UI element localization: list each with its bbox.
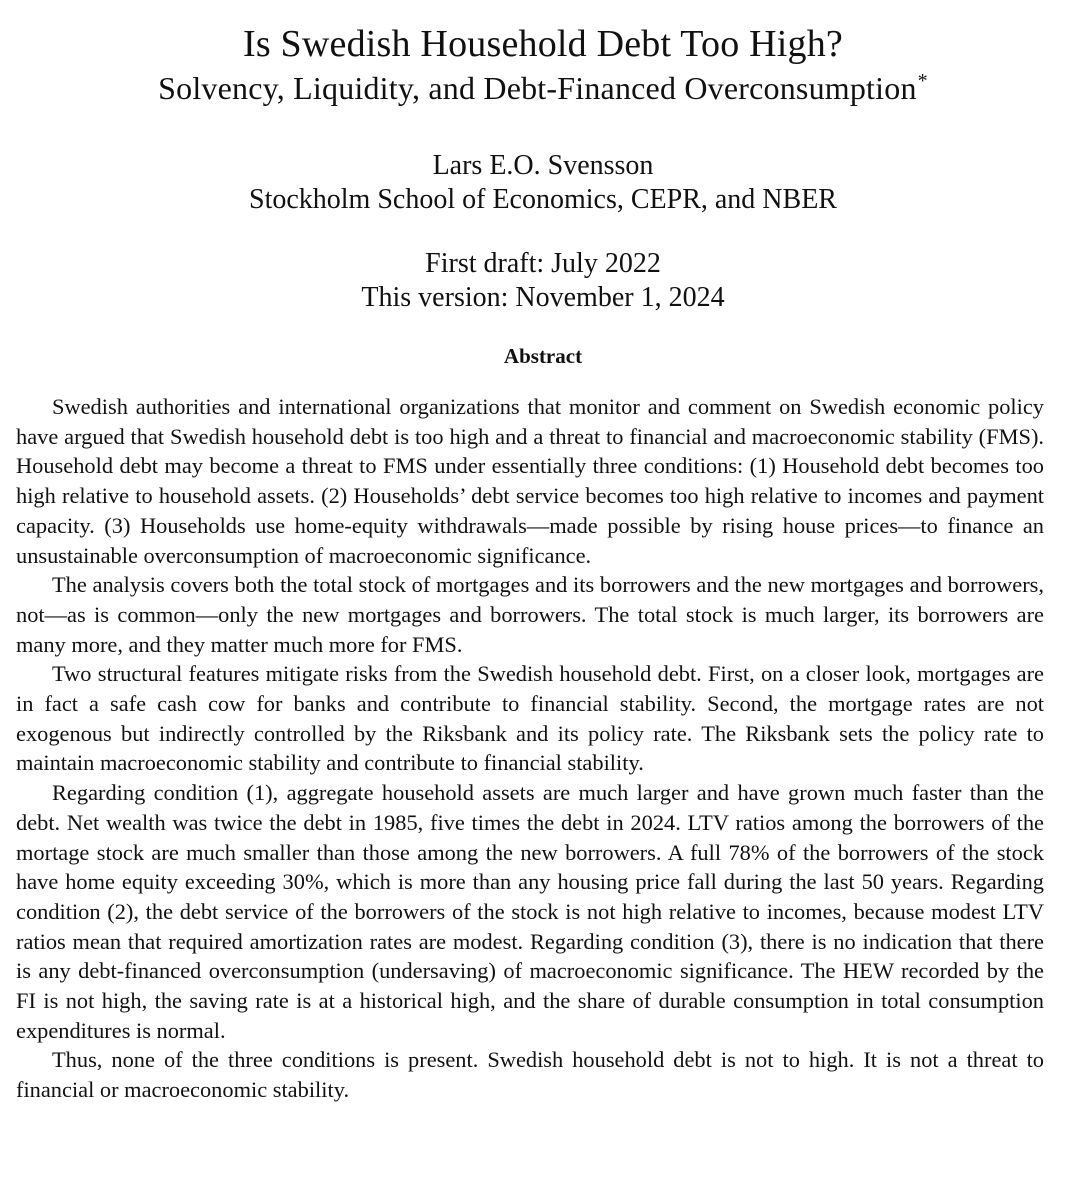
abstract-paragraph: Swedish authorities and international organizations that monitor and comment on Swedish economic policy have argued that Swedish household debt is too high and a threat to financial and macroeconomic stability (FMS). Household debt may become a threat to FMS under essentially three conditions: (1) Household debt becomes too high relative to household assets. (2) Households’ debt service becomes too high relative to incomes and payment capacity. (3) Households use home-equity withdrawals—made possible by rising house prices—to finance an unsustainable overconsumption of macroeconomic significance.: [16, 394, 1044, 568]
paper-subtitle-text: Solvency, Liquidity, and Debt-Financed Overconsumption: [158, 70, 917, 106]
author-affiliation: Stockholm School of Economics, CEPR, and NBER: [249, 184, 837, 215]
abstract-paragraph: Two structural features mitigate risks from the Swedish household debt. First, on a closer look, mortgages are in fact a safe cash cow for banks and contribute to financial stability. Second, the mortgage rates are not exogenous but indirectly controlled by the Riksbank and its policy rate. The Riksbank sets the policy rate to maintain macroeconomic stability and contribute to financial stability.: [16, 661, 1044, 776]
paper-title: Is Swedish Household Debt Too High?: [243, 23, 843, 65]
abstract-body: [16, 392, 1044, 1105]
abstract-paragraph: The analysis covers both the total stock of mortgages and its borrowers and the new mortgages and borrowers, not—as is common—only the new mortgages and borrowers. The total stock is much larger, its borrowers are many more, and they matter much more for FMS.: [16, 572, 1044, 657]
abstract-paragraph: Thus, none of the three conditions is present. Swedish household debt is not to high. It is not a threat to financial or macroeconomic stability.: [16, 1047, 1044, 1103]
first-draft-date: First draft: July 2022: [425, 248, 661, 279]
footnote-mark[interactable]: *: [917, 70, 928, 92]
author-name: Lars E.O. Svensson: [432, 150, 654, 181]
abstract-heading: Abstract: [503, 344, 583, 368]
version-date: This version: November 1, 2024: [361, 282, 725, 313]
paper-subtitle: [0, 70, 1086, 107]
abstract-paragraph: Regarding condition (1), aggregate household assets are much larger and have grown much faster than the debt. Net wealth was twice the debt in 1985, five times the debt in 2024. LTV ratios among the borrowers of the mortage stock are much smaller than those among the new borrowers. A full 78% of the borrowers of the stock have home equity exceeding 30%, which is more than any housing price fall during the last 50 years. Regarding condition (2), the debt service of the borrowers of the stock is not high relative to incomes, because modest LTV ratios mean that required amortization rates are modest. Regarding condition (3), there is no indication that there is any debt-financed overconsumption (undersaving) of macroeconomic significance. The HEW recorded by the FI is not high, the saving rate is at a historical high, and the share of durable consumption in total consumption expenditures is normal.: [16, 780, 1044, 1043]
